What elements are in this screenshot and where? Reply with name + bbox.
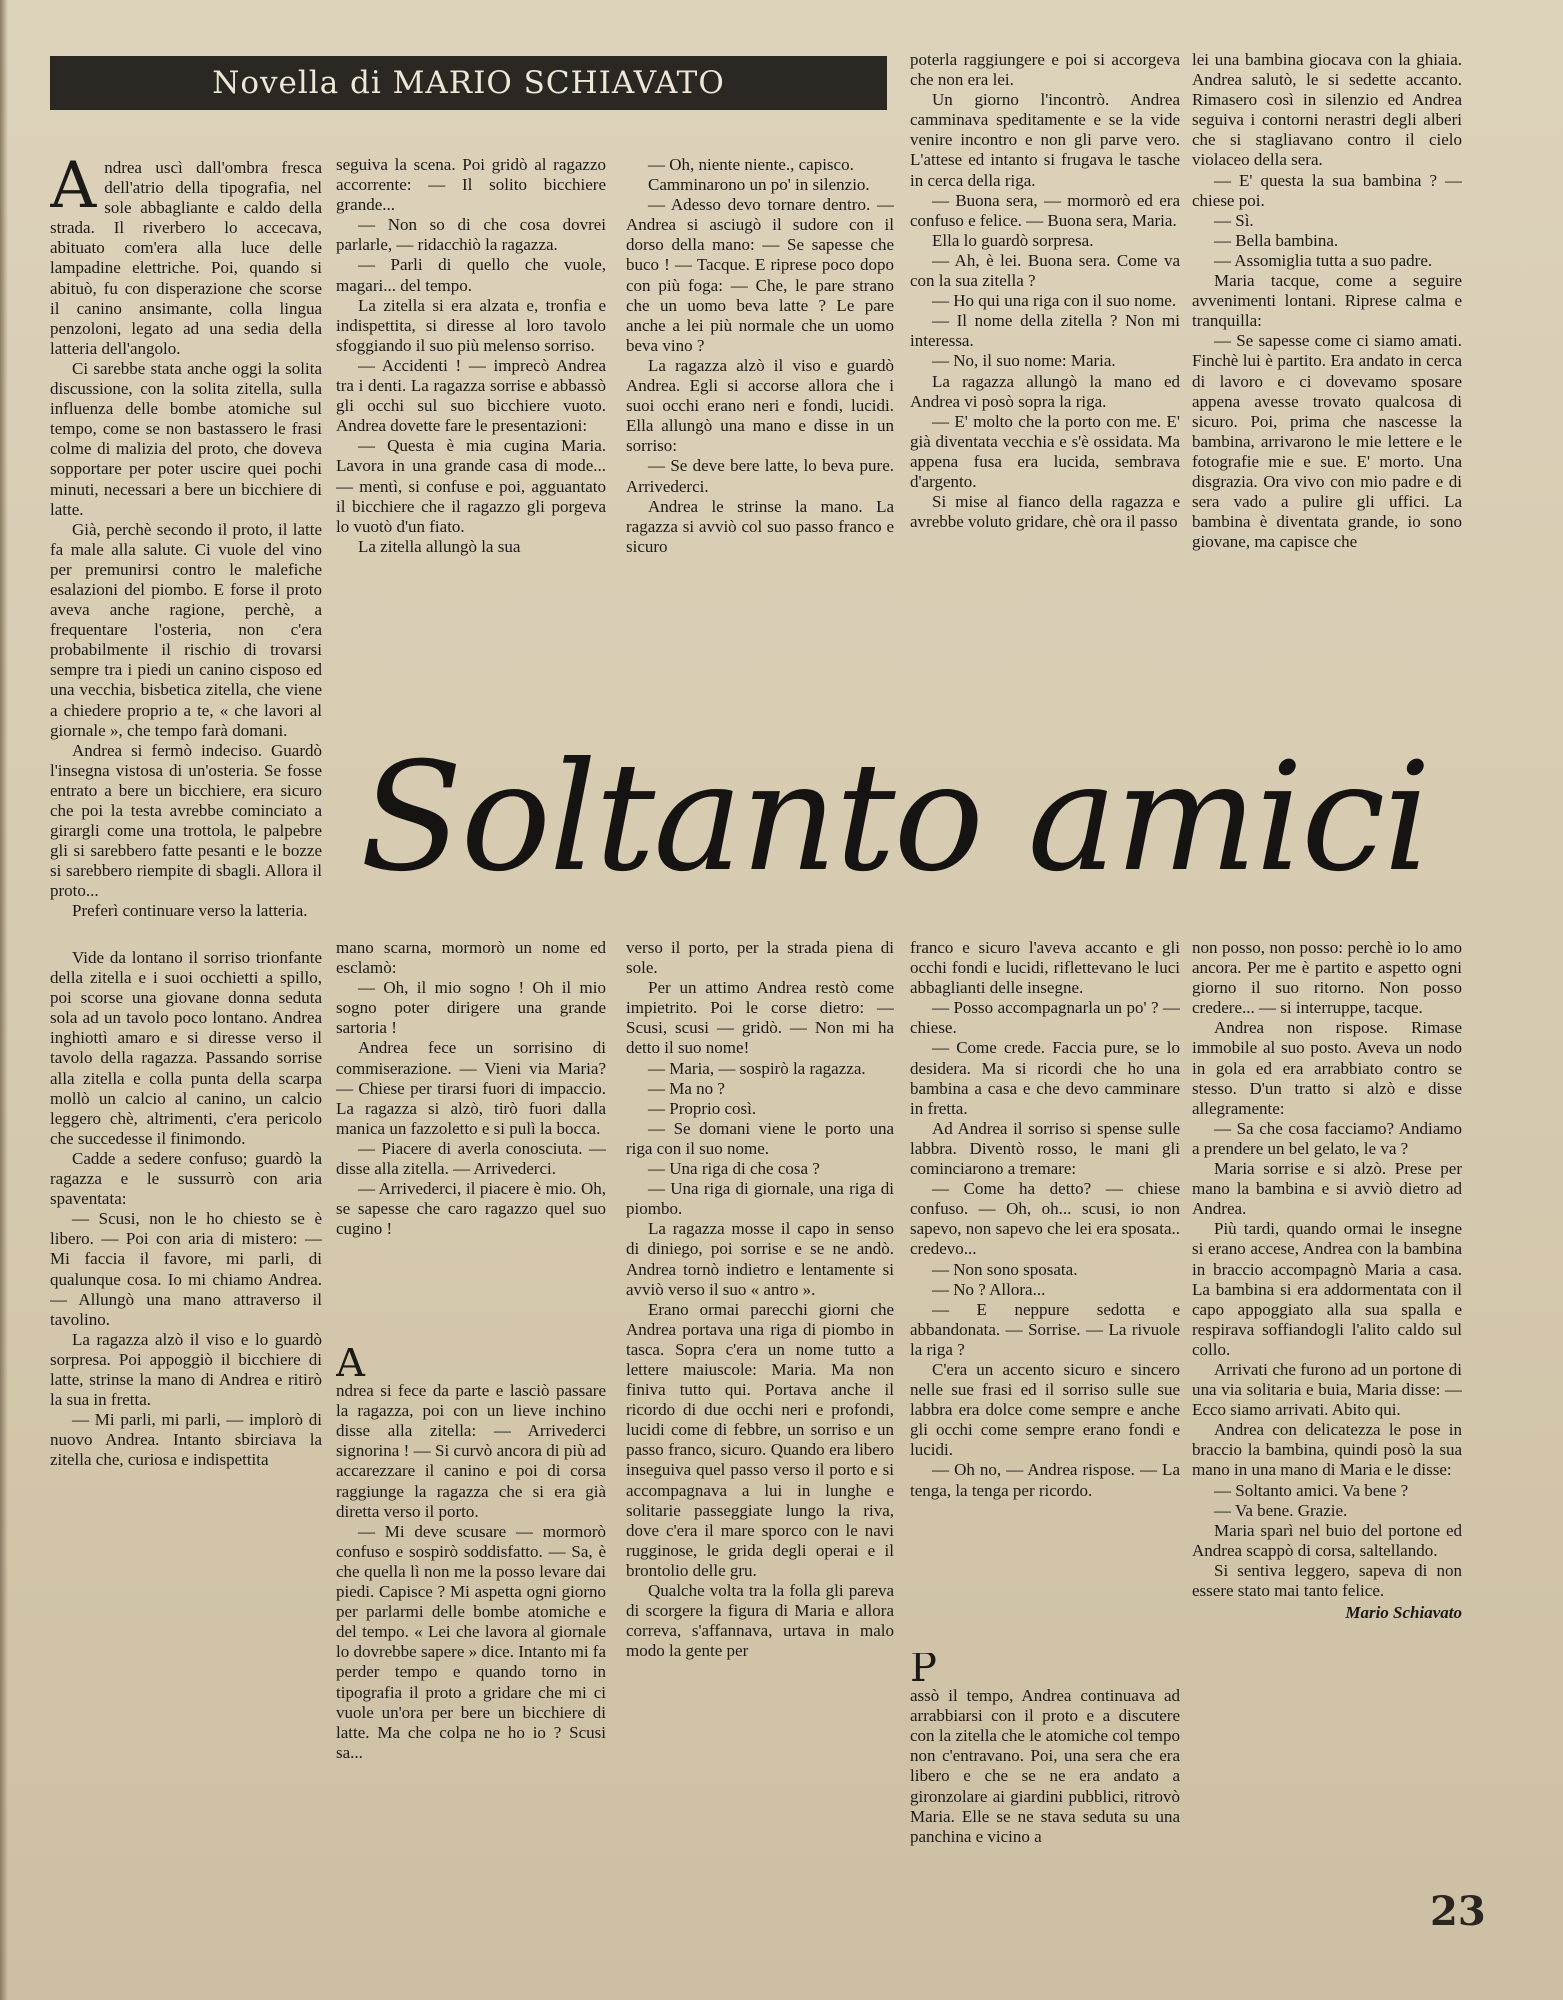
paragraph: Più tardi, quando ormai le insegne si erano accese, Andrea con la bambina in braccio accompagnò Maria a casa. La bambina si era addormentata con il capo appoggiato alla sua spalla e respirava soffiandogli l'alito caldo sul collo. — [1192, 1219, 1462, 1359]
paragraph: — Proprio così. — [648, 1098, 757, 1118]
paragraph: Andrea le strinse la mano. La ragazza si avviò col suo passo franco e sicuro — [626, 496, 894, 556]
paragraph: assò il tempo, Andrea continuava ad arrabbiarsi con il proto e a discutere con la zitella che le atomiche col tempo non c'entravano. Poi, una sera che era libero e che se ne era andato a gironzolare ai giardini pubblici, ritrovò Maria. Elle se ne stava seduta su una panchina e vicino a — [910, 1686, 1180, 1846]
paragraph: ndrea uscì dall'ombra fresca dell'atrio della tipografia, nel sole abbagliante e caldo della strada. Il riverbero lo accecava, abituato com'era alla luce delle lampadine elettriche. Poi, quando si abituò, fu con disperazione che scorse il canino ansimante, colla lingua penzoloni, legato ad una sedia della latteria dell'angolo. — [50, 158, 322, 358]
paragraph: lei una bambina giocava con la ghiaia. Andrea salutò, le si sedette accanto. Rimasero così in silenzio ed Andrea seguiva i contorni nerastri degli alberi che si stagliavano contro il cielo violaceo della sera. — [1192, 50, 1462, 170]
paragraph: La zitella si era alzata e, tronfia e indispettita, si diresse al loro tavolo sfoggiando il suo più melenso sorriso. — [336, 295, 606, 355]
paragraph: — Oh, niente niente., capisco. — [648, 155, 854, 174]
paragraph: Vide da lontano il sorriso trionfante della zitella e i suoi occhietti a spillo, poi scorse una giovane donna seduta sola ad un tavolo poco lontano. Andrea inghiottì amaro e si diresse verso il tavolo della ragazza. Passando sorrise alla zitella e colla punta della scarpa mollò un calcio al canino, un calcio leggero chè, altrimenti, c'era pericolo che succedesse il finimondo. — [50, 948, 322, 1148]
column-3-top — [626, 155, 894, 690]
paragraph: — No ? Allora... — [932, 1279, 1046, 1299]
story-title: Soltanto amici — [360, 731, 1430, 905]
column-2-bottom-a — [336, 938, 606, 1333]
page-edge-shadow — [0, 0, 8, 2000]
column-5-bottom — [1192, 938, 1462, 1898]
paragraph: Già, perchè secondo il proto, il latte fa male alla salute. Ci vuole del vino per premunirsi contro le malefiche esalazioni del piombo. E forse il proto aveva anche ragione, perchè, a frequentare l'osteria, non c'era probabilmente il rischio di trovarsi sempre tra i piedi un canino cisposo ed una vecchia, bisbetica zitella, che viene a chiedere proprio a te, « che lavori al giornale », che tempo farà domani. — [50, 519, 322, 740]
column-2-top — [336, 155, 606, 690]
paragraph: La ragazza allungò la mano ed Andrea vi posò sopra la riga. — [910, 371, 1180, 411]
paragraph: — No, il suo nome: Maria. — [932, 351, 1116, 371]
paragraph: seguiva la scena. Poi gridò al ragazzo accorrente: — Il solito bicchiere grande... — [336, 155, 606, 215]
paragraph: — Sì. — [1214, 210, 1254, 230]
paragraph: — Maria, — sospirò la ragazza. — [648, 1058, 866, 1078]
paragraph: C'era un accento sicuro e sincero nelle sue frasi ed il sorriso sulle sue labbra era dolce come sempre e anche gli occhi come sempre erano fondi e lucidi. — [910, 1359, 1180, 1460]
paragraph: franco e sicuro l'aveva accanto e gli occhi fondi e lucidi, riflettevano le luci abbaglianti delle insegne. — [910, 938, 1180, 998]
paragraph: Ci sarebbe stata anche oggi la solita discussione, con la solita zitella, sulla influenza delle bombe atomiche sul tempo, come se non bastassero le frasi colme di malizia del proto, che doveva sopportare per poter uscire quei pochi minuti, necessari a bere un bicchiere di latte. — [50, 358, 322, 519]
column-2-bottom-b — [336, 1348, 606, 1888]
paragraph: — Sa che cosa facciamo? Andiamo a prendere un bel gelato, le va ? — [1192, 1118, 1462, 1158]
column-5-top — [1192, 50, 1462, 690]
paragraph: — Come ha detto? — chiese confuso. — Oh, oh... scusi, io non sapevo, non sapevo che lei era sposata.. credevo... — [910, 1179, 1180, 1259]
paragraph: verso il porto, per la strada piena di sole. — [626, 938, 894, 978]
column-1-bottom — [50, 948, 322, 1958]
paragraph: Si mise al fianco della ragazza e avrebbe voluto gridare, chè ora il passo — [910, 492, 1180, 532]
author-signature: Mario Schiavato — [1345, 1603, 1462, 1623]
paragraph: La zitella allungò la sua — [358, 536, 521, 556]
paragraph: Andrea si fermò indeciso. Guardò l'insegna vistosa di un'osteria. Se fosse entrato a bere un bicchiere, era sicuro che poi la testa avrebbe cominciato a girargli come una trottola, le palpebre gli si sarebbero fatte pesanti e le bozze si sarebbero riempite di sbagli. Allora il proto... — [50, 740, 322, 901]
paragraph: — Non sono sposata. — [932, 1259, 1078, 1279]
paragraph: — Arrivederci, il piacere è mio. Oh, se sapesse che caro ragazzo quel suo cugino ! — [336, 1179, 606, 1239]
drop-cap-second: A — [336, 1348, 365, 1386]
paragraph: Arrivati che furono ad un portone di una via solitaria e buia, Maria disse: — Ecco siamo arrivati. Abito qui. — [1192, 1359, 1462, 1420]
paragraph: Un giorno l'incontrò. Andrea camminava speditamente e se la vide venire incontro e non gli parve vero. L'attese ed intanto si frugava le tasche in cerca della riga. — [910, 90, 1180, 190]
paragraph: — Questa è mia cugina Maria. Lavora in una grande casa di mode... — mentì, si confuse e poi, agguantato il bicchiere che il ragazzo gli porgeva lo vuotò d'un fiato. — [336, 436, 606, 536]
paragraph: Andrea con delicatezza le pose in braccio la bambina, quindi posò la sua mano in una mano di Maria e le disse: — [1192, 1420, 1462, 1480]
paragraph: Andrea fece un sorrisino di commiserazione. — Vieni via Maria? — Chiese per tirarsi fuori di impaccio. La ragazza si alzò, tirò fuori dalla manica un fazzoletto e si pulì la bocca. — [336, 1038, 606, 1138]
column-4-bottom-a — [910, 938, 1180, 1638]
paragraph: poterla raggiungere e poi si accorgeva che non era lei. — [910, 50, 1180, 90]
paragraph: Si sentiva leggero, sapeva di non essere stato mai tanto felice. — [1192, 1560, 1462, 1600]
paragraph: — Ho qui una riga con il suo nome. — [932, 291, 1177, 311]
paragraph: — Una riga di giornale, una riga di piombo. — [626, 1179, 894, 1219]
paragraph: — Se domani viene le porto una riga con il suo nome. — [626, 1118, 894, 1158]
paragraph: — Parli di quello che vuole, magari... del tempo. — [336, 255, 606, 295]
paragraph: — Ma no ? — [648, 1078, 725, 1098]
column-4-top — [910, 50, 1180, 690]
paragraph: — Non so di che cosa dovrei parlarle, — ridacchiò la ragazza. — [336, 215, 606, 255]
paragraph: — Mi parli, mi parli, — implorò di nuovo Andrea. Intanto sbirciava la zitella che, curiosa e indispettita — [50, 1410, 322, 1470]
paragraph: Maria sparì nel buio del portone ed Andrea scappò di corsa, saltellando. — [1192, 1520, 1462, 1560]
paragraph: Camminarono un po' in silenzio. — [648, 175, 870, 195]
paragraph: — Accidenti ! — imprecò Andrea tra i denti. La ragazza sorrise e abbassò gli occhi sul suo bicchiere vuoto. Andrea dovette fare le presentazioni: — [336, 355, 606, 436]
paragraph: ndrea si fece da parte e lasciò passare la ragazza, poi con un lieve inchino disse alla zitella: — Arrivederci signorina ! — Si curvò ancora di più ad accarezzare il canino e poi di corsa raggiunge la ragazza che si era già diretta verso il porto. — [336, 1381, 606, 1521]
paragraph: Per un attimo Andrea restò come impietrito. Poi le corse dietro: — Scusi, scusi — gridò. — Non mi ha detto il suo nome! — [626, 978, 894, 1058]
paragraph: La ragazza alzò il viso e guardò Andrea. Egli si accorse allora che i suoi occhi erano neri e fondi, lucidi. Ella allungò una mano e disse in un sorriso: — [626, 355, 894, 456]
paragraph: La ragazza alzò il viso e lo guardò sorpresa. Poi appoggiò il bicchiere di latte, strinse la mano di Andrea e ritirò la sua in fretta. — [50, 1329, 322, 1410]
paragraph: — Oh, il mio sogno ! Oh il mio sogno poter dirigere una grande sartoria ! — [336, 978, 606, 1038]
paragraph: La ragazza mosse il capo in senso di diniego, poi sorrise e se ne andò. Andrea tornò indietro e lentamente si avviò verso il suo « antro ». — [626, 1219, 894, 1299]
paragraph: — Soltanto amici. Va bene ? — [1214, 1480, 1409, 1500]
byline-banner — [50, 56, 887, 110]
paragraph: — Adesso devo tornare dentro. — Andrea si asciugò il sudore con il dorso della mano: — Se sapesse che buco ! — Tacque. E riprese poco dopo con più foga: — Che, le pare strano che un uomo beva latte ? Le pare anche a lei più normale che un uomo beva vino ? — [626, 195, 894, 355]
paragraph: — Buona sera, — mormorò ed era confuso e felice. — Buona sera, Maria. — [910, 190, 1180, 230]
paragraph: — Come crede. Faccia pure, se lo desidera. Ma si ricordi che ho una bambina a casa e che devo camminare in fretta. — [910, 1038, 1180, 1118]
paragraph: mano scarna, mormorò un nome ed esclamò: — [336, 938, 606, 978]
paragraph: — Una riga di che cosa ? — [648, 1159, 820, 1179]
paragraph: — Ah, è lei. Buona sera. Come va con la sua zitella ? — [910, 250, 1180, 291]
paragraph: — Bella bambina. — [1214, 230, 1339, 250]
paragraph: Ad Andrea il sorriso si spense sulle labbra. Diventò rosso, le mani gli cominciarono a tremare: — [910, 1118, 1180, 1179]
paragraph: — Se sapesse come ci siamo amati. Finchè lui è partito. Era andato in cerca di lavoro e ci dovevamo sposare appena avesse trovato qualcosa di sicuro. Poi, prima che nascesse la bambina, arrivarono le mie lettere e le fotografie mie e sue. E' morto. Una disgrazia. Ora vivo con mio padre e di sera vado a pulire gli uffici. La bambina è diventata grande, io sono giovane, ma capisce che — [1192, 331, 1462, 552]
paragraph: — Il nome della zitella ? Non mi interessa. — [910, 311, 1180, 351]
paragraph: non posso, non posso: perchè io lo amo ancora. Per me è partito e aspetto ogni giorno il suo ritorno. Non posso credere... — si interruppe, tacque. — [1192, 938, 1462, 1018]
paragraph: Andrea non rispose. Rimase immobile al suo posto. Aveva un nodo in gola ed era arrabbiato contro se stesso. D'un tratto si alzò e disse allegramente: — [1192, 1018, 1462, 1118]
paragraph: — Se deve bere latte, lo beva pure. Arrivederci. — [626, 456, 894, 496]
column-1-top — [50, 158, 322, 948]
paragraph: — Scusi, non le ho chiesto se è libero. — Poi con aria di mistero: — Mi faccia il favore, mi parli, di qualunque cosa. Io mi chiamo Andrea. — Allungò una mano attraverso il tavolino. — [50, 1209, 322, 1329]
paragraph: — E' questa la sua bambina ? — chiese poi. — [1192, 170, 1462, 210]
page-number: 23 — [1430, 1888, 1486, 1935]
paragraph: — E' molto che la porto con me. E' già diventata vecchia e s'è ossidata. Ma appena fusa era lucida, sembrava d'argento. — [910, 411, 1180, 491]
paragraph: Preferì continuare verso la latteria. — [72, 901, 308, 921]
paragraph: Maria sorrise e si alzò. Prese per mano la bambina e si avviò dietro ad Andrea. — [1192, 1159, 1462, 1219]
column-3-bottom — [626, 938, 894, 1888]
paragraph: — Mi deve scusare — mormorò confuso e sospirò soddisfatto. — Sa, è che quella lì non me la posso levare dai piedi. Capisce ? Mi aspetta ogni giorno per parlarmi delle bombe atomiche e del tempo. « Lei che lavora al giornale lo dovrebbe sapere » dice. Intanto mi fa perder tempo e quando torno in tipografia il proto a gridare che mi ci vuole un'ora per bere un bicchiere di latte. Ma che colpa ne ho io ? Scusi sa... — [336, 1521, 606, 1762]
paragraph: — E neppure sedotta e abbandonata. — Sorrise. — La rivuole la riga ? — [910, 1299, 1180, 1359]
paragraph: Cadde a sedere confuso; guardò la ragazza e le sussurrò con aria spaventata: — [50, 1148, 322, 1209]
paragraph: — Posso accompagnarla un po' ? — chiese. — [910, 998, 1180, 1038]
paragraph: Qualche volta tra la folla gli pareva di scorgere la figura di Maria e allora correva, s'affannava, urtava in malo modo la gente per — [626, 1581, 894, 1661]
paragraph: — Piacere di averla conosciuta. — disse alla zitella. — Arrivederci. — [336, 1138, 606, 1179]
column-4-bottom-b — [910, 1653, 1180, 1888]
paragraph: — Oh no, — Andrea rispose. — La tenga, la tenga per ricordo. — [910, 1460, 1180, 1500]
paragraph: Erano ormai parecchi giorni che Andrea portava una riga di piombo in tasca. Sopra c'era un nome tutto a lettere maiuscole: Maria. Ma non finiva tutto qui. Portava anche il ricordo di due occhi neri e profondi, lucidi come di febbre, un sorriso e un passo franco, sicuro. Quando era libero inseguiva quel passo verso il porto e si accompagnava a lui in lunghe e solitarie passeggiate lungo la riva, dove c'era il mare sporco con le navi rugginose, le grida degli operai e il brontolio delle gru. — [626, 1299, 894, 1580]
drop-cap: A — [50, 158, 97, 223]
drop-cap-third: P — [910, 1653, 937, 1691]
paragraph: — Assomiglia tutta a suo padre. — [1214, 250, 1433, 270]
paragraph: Ella lo guardò sorpresa. — [932, 230, 1094, 250]
byline-text: Novella di MARIO SCHIAVATO — [212, 65, 725, 101]
paragraph: Maria tacque, come a seguire avvenimenti lontani. Riprese calma e tranquilla: — [1192, 271, 1462, 331]
paragraph: — Va bene. Grazie. — [1214, 1500, 1348, 1520]
